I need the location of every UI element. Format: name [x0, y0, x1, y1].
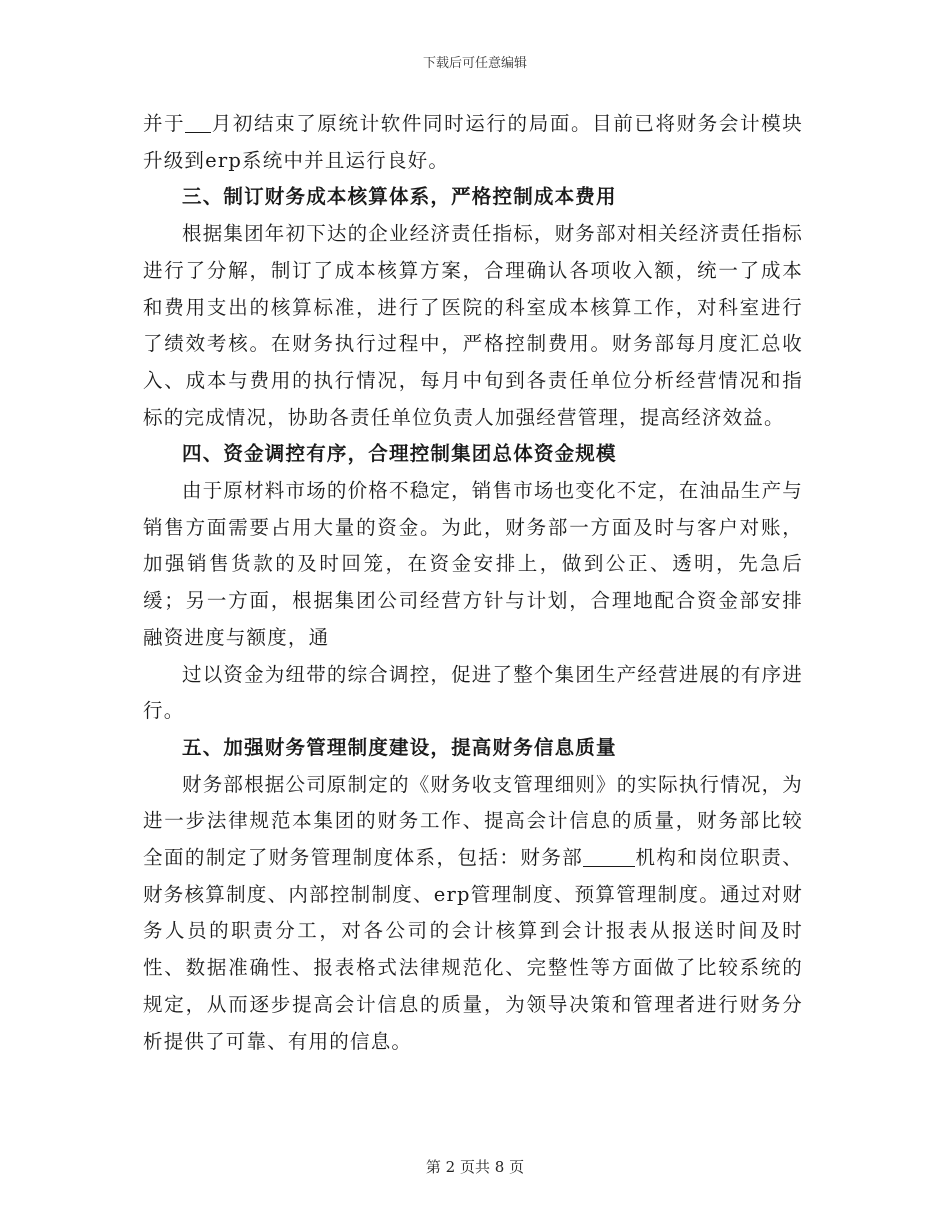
paragraph-text: 机构和岗位职责、财务核算制度、内部控制制度、erp管理制度、预算管理制度。通过对财务人员的职责分工，对各公司的会计核算到会计报表从报送时间及时性、数据准确性、报表格式法律规范化、完整性等方面做了比较系统的规定，从而逐步提高会计信息的质量，为领导决策和管理者进行财务分析提供了可靠、有用的信息。 — [143, 846, 804, 1053]
paragraph — [143, 106, 803, 179]
paragraph: 根据集团年初下达的企业经济责任指标，财务部对相关经济责任指标进行了分解，制订了成本核算方案，合理确认各项收入额，统一了成本和费用支出的核算标准，进行了医院的科室成本核算工作，对科室进行了绩效考核。在财务执行过程中，严格控制费用。财务部每月度汇总收入、成本与费用的执行情况，每月中旬到各责任单位分析经营情况和指标的完成情况，协助各责任单位负责人加强经营管理，提高经济效益。 — [143, 222, 804, 429]
paragraph-text: 并于 — [143, 112, 186, 135]
blank-underline — [185, 113, 211, 134]
paragraph-text: 月初结束了原统计软件同时运行的局面。目前已将财务会计模块升级到erp系统中并且运行良好。 — [143, 112, 803, 172]
document-body — [143, 106, 803, 1060]
page-footer: 第 2 页共 8 页 — [425, 1158, 525, 1176]
blank-underline — [583, 847, 635, 868]
section-heading-3: 三、制订财务成本核算体系，严格控制成本费用 — [182, 185, 617, 209]
section-heading-4: 四、资金调控有序，合理控制集团总体资金规模 — [182, 442, 617, 466]
paragraph: 由于原材料市场的价格不稳定，销售市场也变化不定，在油品生产与销售方面需要占用大量的资金。为此，财务部一方面及时与客户对账，加强销售货款的及时回笼，在资金安排上，做到公正、透明，先急后缓；另一方面，根据集团公司经营方针与计划，合理地配合资金部安排融资进度与额度，通 — [143, 479, 804, 649]
section-heading-5: 五、加强财务管理制度建设，提高财务信息质量 — [182, 735, 617, 759]
page-header: 下载后可任意编辑 — [422, 56, 527, 71]
paragraph — [143, 767, 803, 1061]
paragraph-text: 财务部根据公司原制定的《财务收支管理细则》的实际执行情况，为进一步法律规范本集团的财务工作、提高会计信息的质量，财务部比较全面的制定了财务管理制度体系，包括：财务部 — [143, 772, 804, 870]
paragraph: 过以资金为纽带的综合调控，促进了整个集团生产经营进展的有序进行。 — [143, 662, 804, 723]
